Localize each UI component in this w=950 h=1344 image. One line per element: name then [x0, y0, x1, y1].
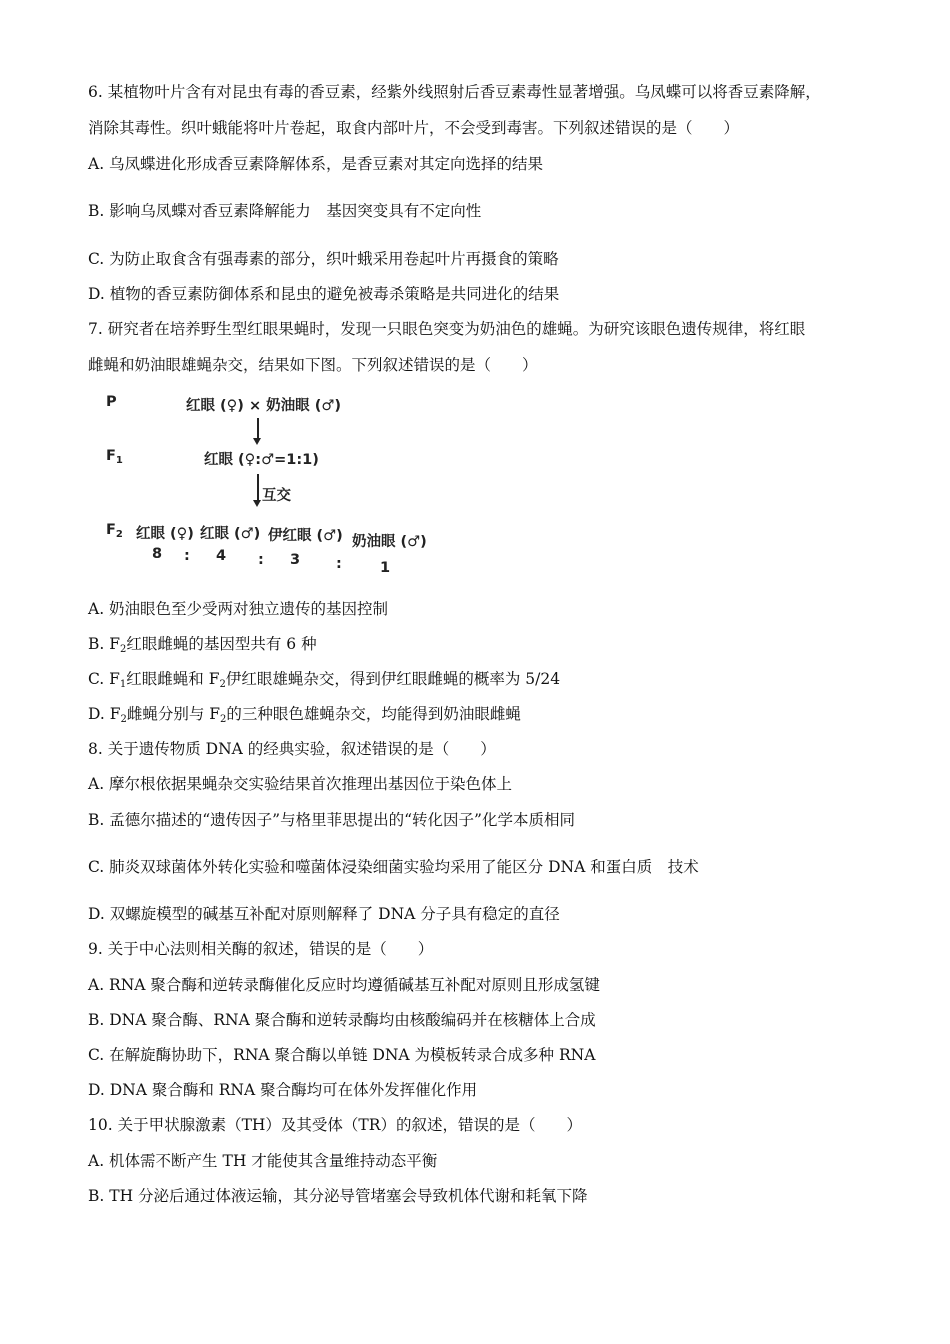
f2-phenotype-3: 伊红眼 (♂) — [268, 528, 343, 544]
diagram-f1-label: $F_1$ — [106, 448, 123, 466]
q9-stem: 9. 关于中心法则相关酶的叙述，错误的是（ ） — [88, 940, 434, 958]
q8-stem: 8. 关于遗传物质 DNA 的经典实验，叙述错误的是（ ） — [88, 740, 496, 758]
q6-option-d: D. 植物的香豆素防御体系和昆虫的避免被毒杀策略是共同进化的结果 — [88, 285, 560, 303]
q6-option-c: C. 为防止取食含有强毒素的部分，织叶蛾采用卷起叶片再摄食的策略 — [88, 250, 559, 268]
q7-cross-diagram — [100, 388, 460, 584]
q7-option-c: C. $F_1$红眼雌蝇和 $F_2$伊红眼雄蝇杂交，得到伊红眼雌蝇的概率为 5/24 — [88, 670, 561, 690]
q9-option-c: C. 在解旋酶协助下，RNA 聚合酶以单链 DNA 为模板转录合成多种 RNA — [88, 1046, 596, 1064]
q8-option-c: C. 肺炎双球菌体外转化实验和噬菌体浸染细菌实验均采用了能区分 DNA 和蛋白质 技术 — [88, 858, 699, 876]
f2-ratio-4: 1 — [380, 560, 391, 576]
f2-phenotype-1: 红眼 (♀) — [136, 526, 194, 542]
f2-ratio-sep-1: : — [184, 548, 190, 564]
q9-option-b: B. DNA 聚合酶、RNA 聚合酶和逆转录酶均由核酸编码并在核糖体上合成 — [88, 1011, 596, 1029]
arrow-f1-to-f2-head — [253, 500, 261, 507]
diagram-f1-intercross: 互交 — [262, 488, 291, 504]
q7-stem-line1: 7. 研究者在培养野生型红眼果蝇时，发现一只眼色突变为奶油色的雄蝇。为研究该眼色遗传规律，将红眼 — [88, 320, 806, 338]
f2-ratio-2: 4 — [216, 548, 227, 564]
f2-ratio-sep-2: : — [258, 552, 264, 568]
q8-option-b: B. 孟德尔描述的“遗传因子”与格里菲思提出的“转化因子”化学本质相同 — [88, 811, 575, 829]
q7-option-d: D. $F_2$雌蝇分别与 $F_2$的三种眼色雄蝇杂交，均能得到奶油眼雌蝇 — [88, 705, 521, 725]
f2-ratio-3: 3 — [290, 552, 301, 568]
f2-phenotype-4: 奶油眼 (♂) — [352, 534, 427, 550]
q7-option-a: A. 奶油眼色至少受两对独立遗传的基因控制 — [88, 600, 389, 618]
arrow-f1-to-f2 — [257, 474, 259, 502]
q9-option-a: A. RNA 聚合酶和逆转录酶催化反应时均遵循碱基互补配对原则且形成氢键 — [88, 976, 600, 994]
q6-stem-line2: 消除其毒性。织叶蛾能将叶片卷起，取食内部叶片，不会受到毒害。下列叙述错误的是（ ） — [88, 119, 740, 137]
q7-stem-line2: 雌蝇和奶油眼雄蝇杂交，结果如下图。下列叙述错误的是（ ） — [88, 356, 538, 374]
arrow-p-to-f1-head — [253, 438, 261, 445]
diagram-p-label: P — [106, 394, 117, 410]
q10-option-b: B. TH 分泌后通过体液运输，其分泌导管堵塞会导致机体代谢和耗氧下降 — [88, 1187, 588, 1205]
q7-option-b: B. $F_2$红眼雌蝇的基因型共有 6 种 — [88, 635, 317, 655]
q6-stem-line1: 6. 某植物叶片含有对昆虫有毒的香豆素，经紫外线照射后香豆素毒性显著增强。乌凤蝶可以将香豆素降解， — [88, 83, 821, 101]
q10-option-a: A. 机体需不断产生 TH 才能使其含量维持动态平衡 — [88, 1152, 438, 1170]
q8-option-a: A. 摩尔根依据果蝇杂交实验结果首次推理出基因位于染色体上 — [88, 775, 513, 793]
diagram-p-cross: 红眼 (♀) × 奶油眼 (♂) — [186, 398, 341, 414]
arrow-p-to-f1 — [257, 418, 259, 440]
q9-option-d: D. DNA 聚合酶和 RNA 聚合酶均可在体外发挥催化作用 — [88, 1081, 478, 1099]
q6-option-a: A. 乌凤蝶进化形成香豆素降解体系，是香豆素对其定向选择的结果 — [88, 155, 544, 173]
q6-option-b: B. 影响乌凤蝶对香豆素降解能力 基因突变具有不定向性 — [88, 202, 482, 220]
q10-stem: 10. 关于甲状腺激素（TH）及其受体（TR）的叙述，错误的是（ ） — [88, 1116, 582, 1134]
f2-ratio-1: 8 — [152, 546, 163, 562]
f2-phenotype-2: 红眼 (♂) — [200, 526, 261, 542]
q8-option-d: D. 双螺旋模型的碱基互补配对原则解释了 DNA 分子具有稳定的直径 — [88, 905, 560, 923]
diagram-f1-phenotype: 红眼 (♀:♂=1:1) — [204, 452, 319, 468]
diagram-f2-label: $F_2$ — [106, 522, 123, 540]
f2-ratio-sep-3: : — [336, 556, 342, 572]
